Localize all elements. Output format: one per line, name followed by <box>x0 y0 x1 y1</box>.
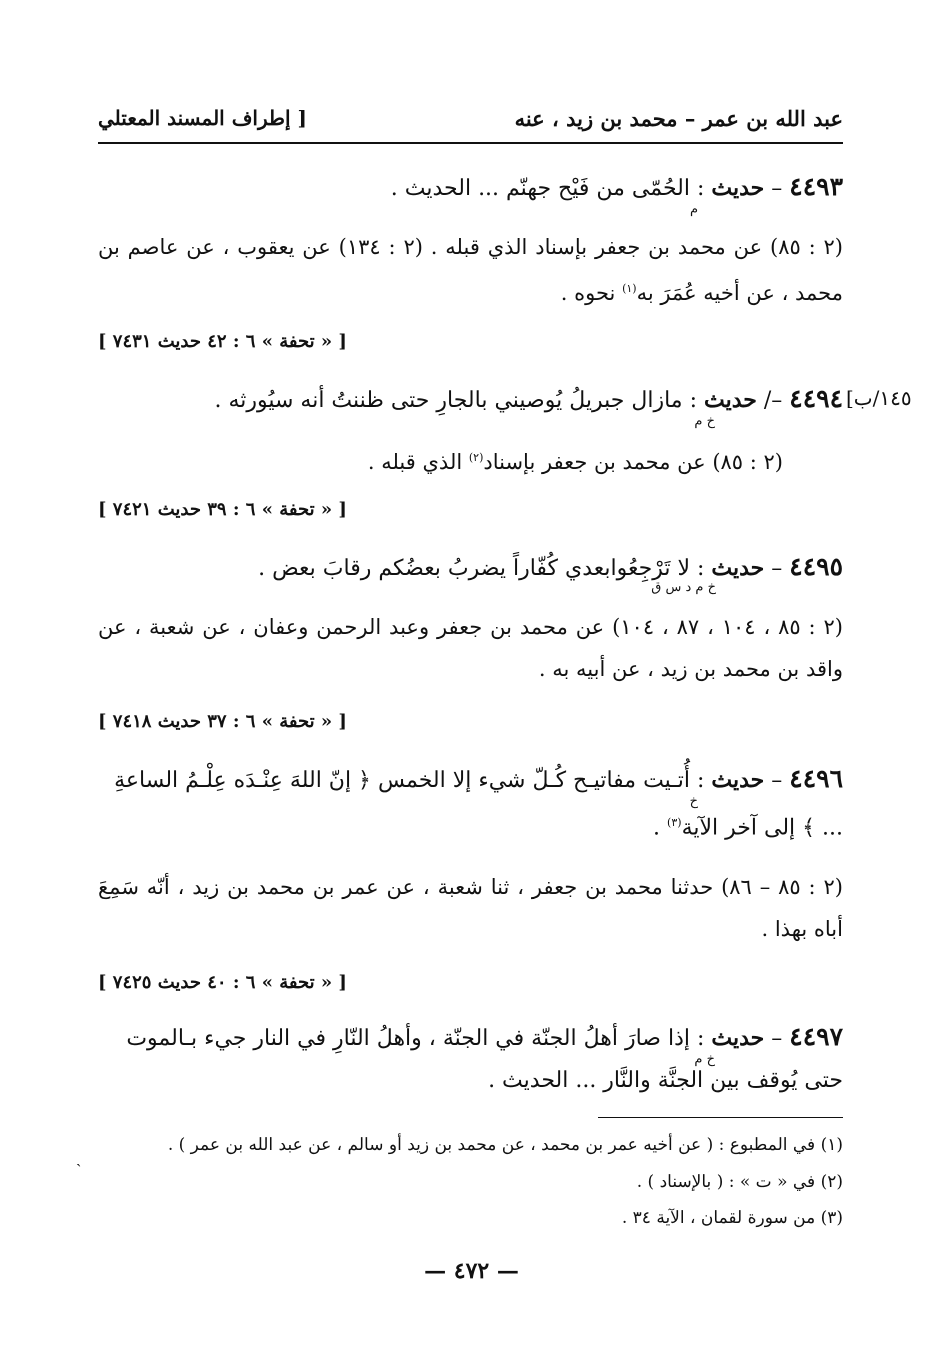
footnote-marker[interactable]: (١) <box>622 282 637 295</box>
manuscript-folio-marker: ١٤٥/ب] <box>846 386 912 410</box>
running-head <box>98 98 843 138</box>
footnote-marker[interactable]: (٣) <box>667 816 682 829</box>
entry-dash: – <box>771 1026 783 1051</box>
footnote-marker[interactable]: (٢) <box>468 451 484 464</box>
entry-text: : إذا صارَ أهلُ الجنّة في الجنّة ، وأهلُ النّارِ في النار جيء بـالموت حتى يُوقف بين الجنَّة والنَّار ... الحديث . <box>126 1026 843 1093</box>
entry-number: ٤٤٩٤ <box>789 384 843 413</box>
entry-number: ٤٤٩٧ <box>789 1022 843 1051</box>
entry-number: ٤٤٩٥ <box>789 552 843 581</box>
footnote-3: (٣) من سورة لقمان ، الآية ٣٤ . <box>621 1208 843 1228</box>
hadith-entry-4496: ٤٤٩٦ – حديث : أُتـيت مفاتيـح كُـلّ شيء إلا الخمس ﴿ إنّ اللهَ عِنْـدَه عِلْـمُ الساعةِ ... ﴾ إلى آخر الآية$^{(٣)}$ . <box>114 764 843 841</box>
entry-sigla: خ <box>689 794 698 809</box>
entry-keyword: حديث <box>711 175 765 201</box>
footnote-2: (٢) في « ت » : ( بالإسناد ) . <box>636 1172 843 1192</box>
page-number: — ٤٧٢ — <box>424 1258 519 1284</box>
entry-sigla: خ م <box>694 1052 715 1067</box>
header-rule <box>98 142 843 144</box>
entry-text: : الحُمّى من فَيْح جهنّم ... الحديث . <box>390 176 705 201</box>
entry-sigla: خ م د س ق <box>651 580 716 595</box>
tuhfa-reference: [ « تحفة » ٦ : ٤٠ حديث ٧٤٢٥ ] <box>98 972 347 993</box>
running-head-right: عبد الله بن عمر – محمد بن زيد ، عنه <box>514 105 843 131</box>
entry-isnad: (٢ : ٨٥ ، ١٠٤ ، ٨٧ ، ١٠٤) عن محمد بن جعفر وعبد الرحمن وعفان ، عن شعبة ، عن واقد بن محمد بن زيد ، عن أبيه به . <box>98 615 843 681</box>
hadith-entry-4497 <box>98 1016 843 1102</box>
entry-isnad: (٢ : ٨٥ – ٨٦) حدثنا محمد بن جعفر ، ثنا شعبة ، عن عمر بن محمد بن زيد ، أنّه سَمِعَ أباه بهذا . <box>98 875 843 941</box>
entry-sigla: خ م <box>694 414 715 429</box>
tuhfa-reference: [ « تحفة » ٦ : ٤٢ حديث ٧٤٣١ ] <box>98 331 347 352</box>
entry-number: ٤٤٩٦ <box>789 764 843 793</box>
entry-dash: – <box>771 176 783 201</box>
hadith-entry-4494 <box>98 378 843 422</box>
entry-keyword: حديث <box>711 767 765 793</box>
stray-mark: ˎ <box>76 1148 82 1167</box>
entry-text: : مازال جبريلُ يُوصيني بالجارِ حتى ظننتُ أنه سيُورثه . <box>214 388 697 413</box>
entry-keyword: حديث <box>711 555 765 581</box>
entry-number: ٤٤٩٣ <box>789 172 843 201</box>
hadith-entry-4495 <box>98 546 843 590</box>
entry-text: : أُتـيت مفاتيـح كُـلّ شيء إلا الخمس ﴿ إنّ اللهَ عِنْـدَه عِلْـمُ الساعةِ ... ﴾ إلى آخر الآية <box>114 768 843 841</box>
entry-isnad: (٢ : ٨٥) عن محمد بن جعفر بإسناد الذي قبله . (٢ : ١٣٤) عن يعقوب ، عن عاصم بن محمد ، عن أخيه عُمَرَ به$^{(١)}$ نحوه . <box>98 235 843 305</box>
entry-text: : لا تَرْجِعُوابعدي كُفّاراً يضربُ بعضُكم رقابَ بعض . <box>258 556 705 581</box>
tuhfa-reference: [ « تحفة » ٦ : ٣٧ حديث ٧٤١٨ ] <box>98 711 347 732</box>
footnote-1: (١) في المطبوع : ( عن أخيه عمر بن محمد ، عن محمد بن زيد أو سالم ، عن عبد الله بن عمر ) . <box>167 1135 843 1155</box>
footnote-rule <box>598 1117 843 1118</box>
entry-dash: –/ <box>763 388 783 413</box>
entry-dash: – <box>771 768 783 793</box>
entry-keyword: حديث <box>711 1025 765 1051</box>
tuhfa-reference: [ « تحفة » ٦ : ٣٩ حديث ٧٤٢١ ] <box>98 499 347 520</box>
entry-sigla: م <box>689 202 698 217</box>
entry-dash: – <box>771 556 783 581</box>
hadith-entry-4493 <box>98 166 843 210</box>
entry-isnad: (٢ : ٨٥) عن محمد بن جعفر بإسناد$^{(٢)}$ الذي قبله . <box>367 450 783 474</box>
entry-keyword: حديث <box>703 387 757 413</box>
running-head-left: [ إطراف المسند المعتلي <box>98 106 307 130</box>
